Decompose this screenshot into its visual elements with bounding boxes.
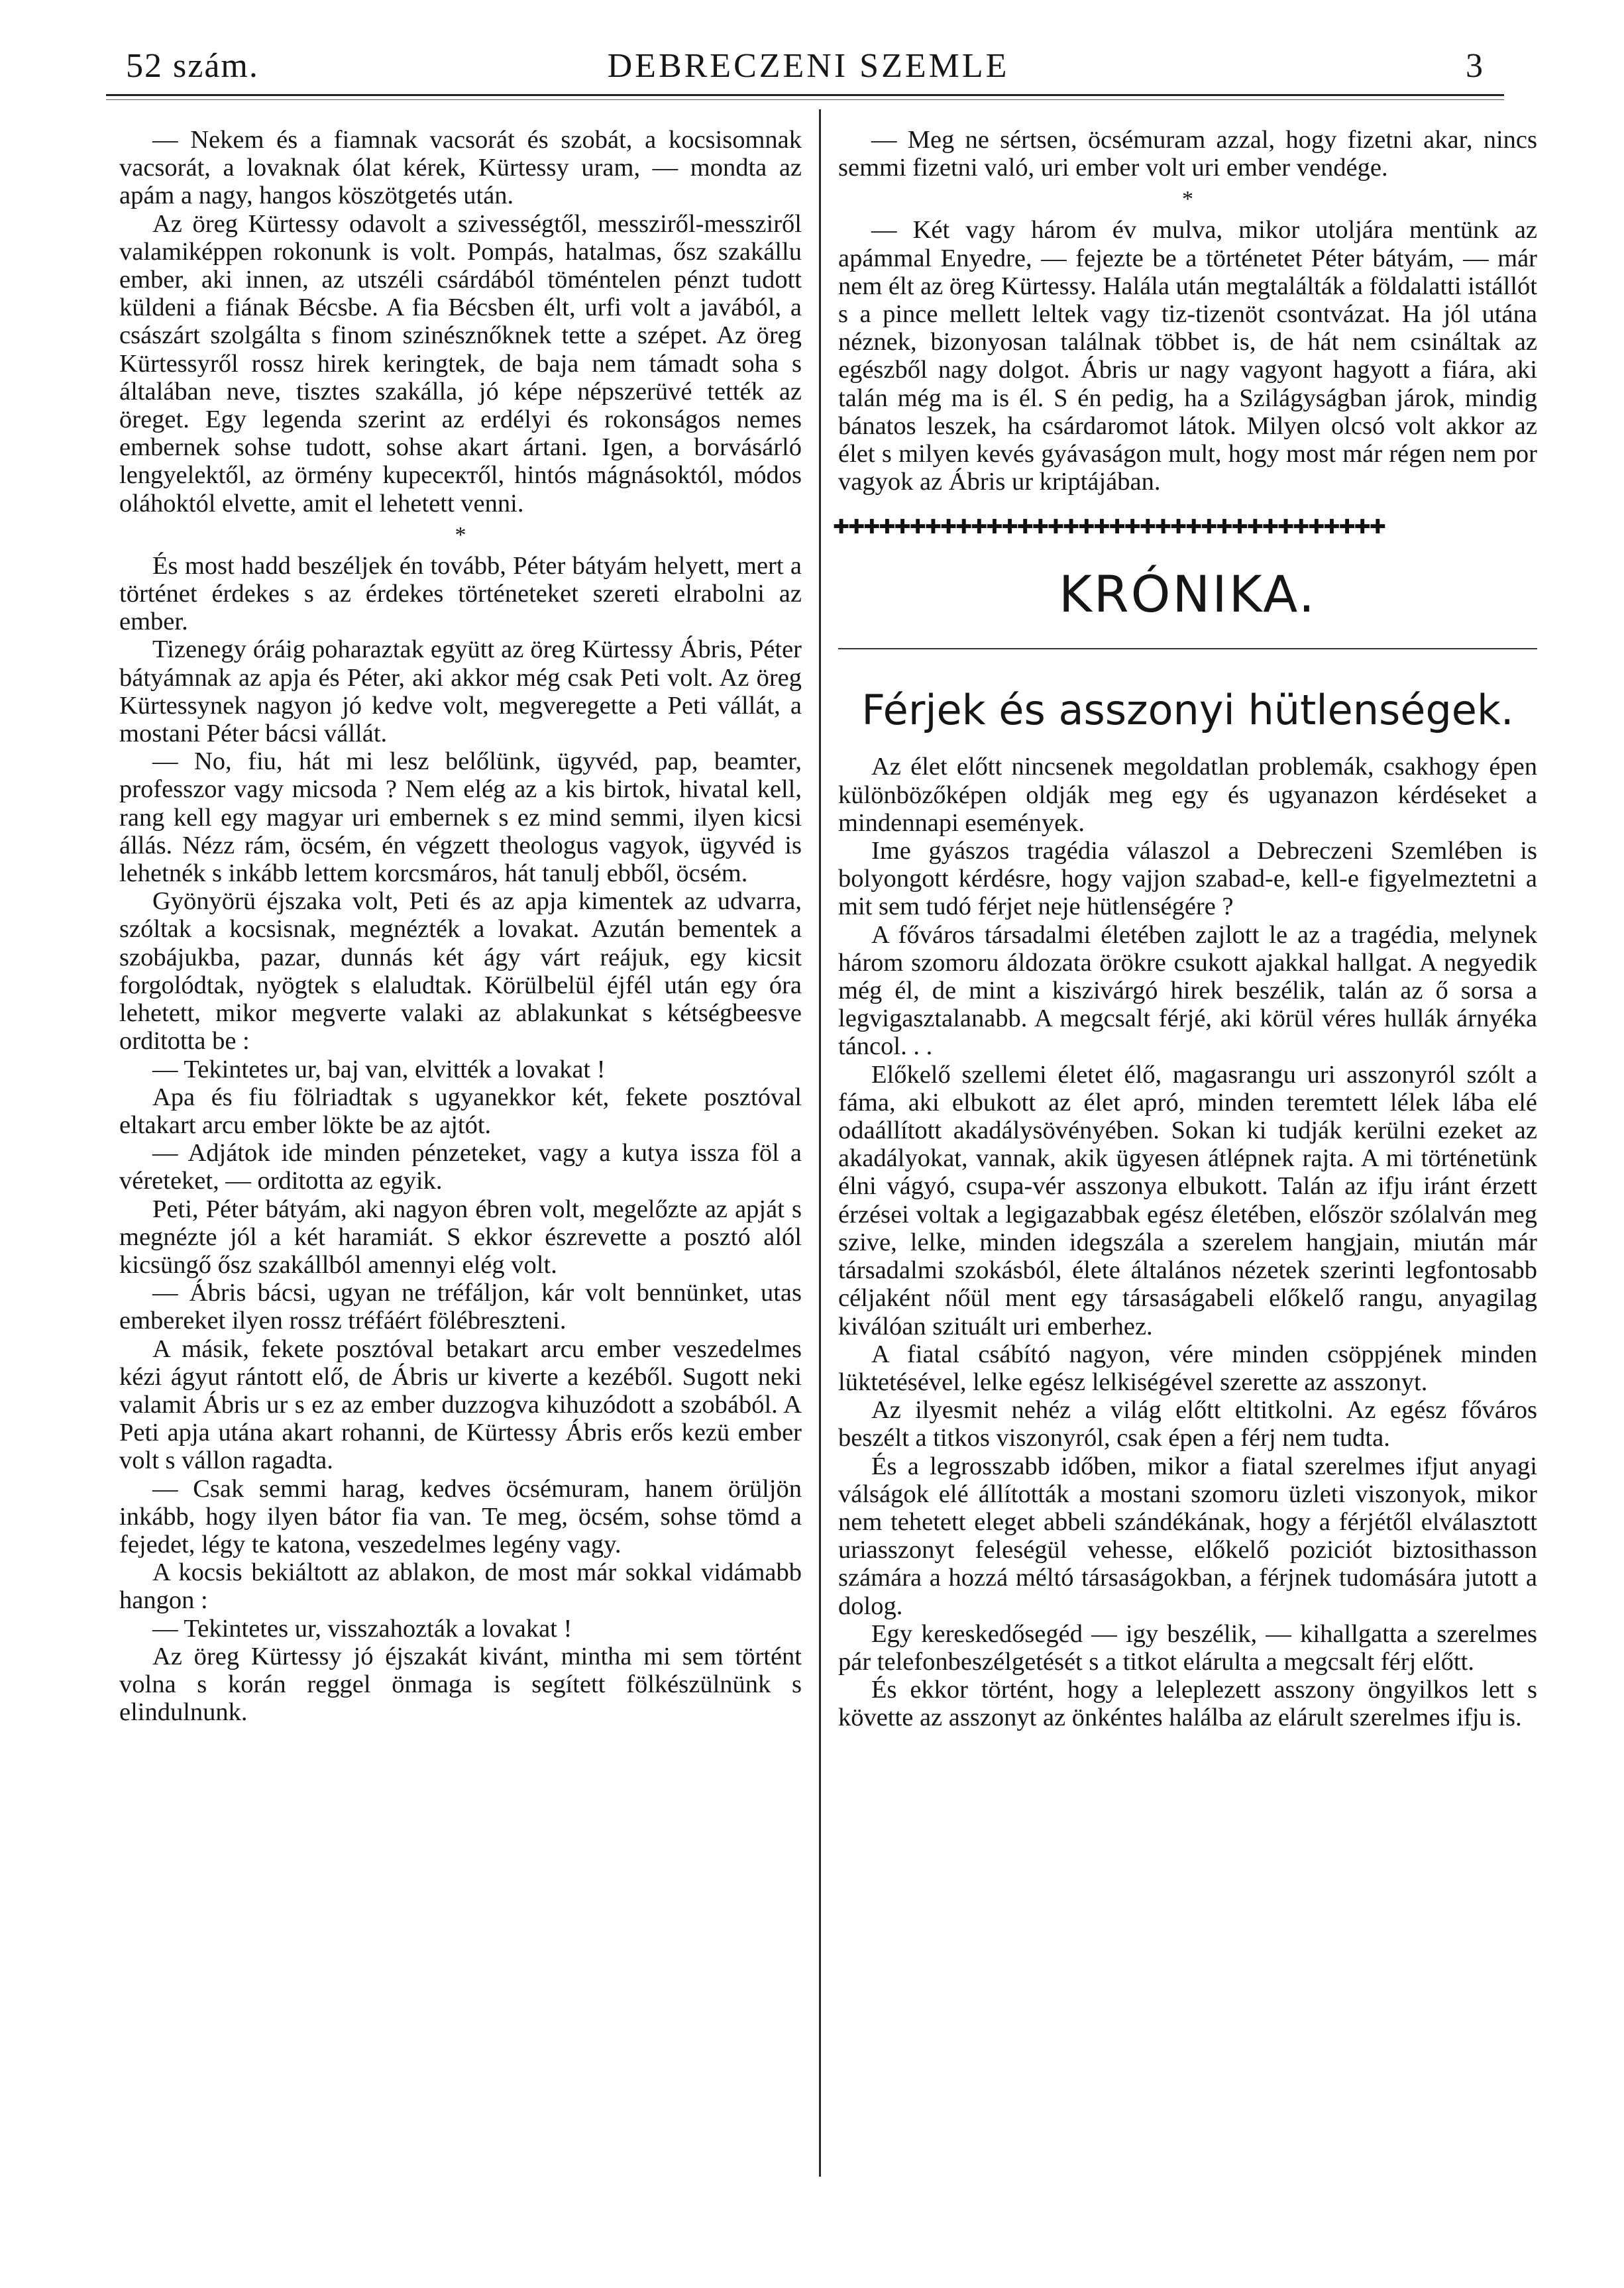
article-paragraph: Egy kereskedősegéd — igy beszélik, — kihallgatta a szerelmes pár telefonbeszélgetését s a titkot elárulta a megcsalt férj előtt. [838,1619,1537,1676]
story-paragraph: — Tekintetes ur, baj van, elvitték a lovakat ! [152,1055,606,1083]
story-paragraph: — Adjátok ide minden pénzeteket, vagy a kutya issza föl a véreteket, — orditotta az egyik. [119,1139,802,1195]
section-heading: KRÓNIKA. [1058,565,1317,624]
column-divider [819,109,821,2177]
story-paragraph: — Tekintetes ur, visszahozták a lovakat ! [152,1614,572,1643]
article-paragraph: És a legrosszabb időben, mikor a fiatal szerelmes ifjut anyagi válságok elé állították a mostani szomoru üzleti viszonyok, mikor nem tehetett eleget abbeli szándékának, hogy a férjétől elválasztott uriasszonyt feleségül vehesse, előkelő poziciót biztosithasson számára a hozzá méltó társaságokban, a férjnek tudomására jutott a dolog. [838,1452,1537,1620]
story-paragraph: Apa és fiu fölriadtak s ugyanekkor két, fekete posztóval eltakart arcu ember lökte be az ajtót. [119,1083,802,1139]
page-header [126,46,1491,93]
story-paragraph: Az öreg Kürtessy jó éjszakát kivánt, mintha mi sem történt volna s korán reggel önmaga is segített fölkészülnünk s elindulnunk. [119,1642,802,1727]
page-number: 3 [1466,47,1484,85]
header-rule [106,94,1504,96]
story-paragraph: — No, fiu, hát mi lesz belőlünk, ügyvéd, pap, beamter, professzor vagy micsoda ? Nem elég az a kis birtok, hivatal kell, rang kell egy magyar uri embernek s ez mind semmi, ilyen kicsi állás. Nézz rám, öcsém, én végzett theologus vagyok, ügyvéd is lehetnék s inkább lettem korcsmáros, hát tanulj ebből, öcsém. [119,747,802,888]
article-paragraph: És ekkor történt, hogy a leleplezett asszony öngyilkos lett s követte az asszonyt az önkéntes halálba az elárult szerelmes ifju is. [838,1676,1537,1732]
story-paragraph: Tizenegy óráig poharaztak együtt az öreg Kürtessy Ábris, Péter bátyámnak az apja és Péter, aki akkor még csak Peti volt. Az öreg Kürtessynek nagyon jó kedve volt, megveregette a Peti vállát, a mostani Péter bácsi vállát. [119,635,802,748]
section-separator: * [455,522,466,547]
story-paragraph: Gyönyörü éjszaka volt, Peti és az apja kimentek az udvarra, szóltak a kocsisnak, megnézték a lovakat. Azután bementek a szobájukba, pazar, dunnás két ágy várt reájuk, egy kicsit forgolódtak, nyögtek s elaludtak. Körülbelül éjfél után egy óra lehetett, mikor megverte valaki az ablakunkat s kétségbeesve orditotta be : [119,887,802,1056]
story-paragraph: — Nekem és a fiamnak vacsorát és szobát, a kocsisomnak vacsorát, a lovaknak ólat kérek, Kürtessy uram, — mondta az apám a nagy, hangos köszötgetés után. [119,126,802,210]
article-paragraph: Az élet előtt nincsenek megoldatlan problemák, csakhogy épen különbözőképen oldják meg egy és ugyanazon kérdéseket a mindennapi események. [838,753,1537,837]
story-paragraph: Peti, Péter bátyám, aki nagyon ébren volt, megelőzte az apját s megnézte jól a két haramiát. S ekkor észrevette a posztó alól kicsüngő ősz szakállból amennyi elég volt. [119,1195,802,1279]
story-paragraph: A másik, fekete posztóval betakart arcu ember veszedelmes kézi ágyut rántott elő, de Ábris ur kiverte a kezéből. Sugott neki valamit Ábris ur s ez az ember duzzogva kihuzódott a szobából. A Peti apja utána akart rohanni, de Kürtessy Ábris erős kezü ember volt s vállon ragadta. [119,1335,802,1475]
newspaper-title: DEBRECZENI SZEMLE [607,47,1010,85]
issue-number: 52 szám. [126,47,259,85]
section-rule [838,648,1537,649]
story-paragraph: — Meg ne sértsen, öcsémuram azzal, hogy fizetni akar, nincs semmi fizetni való, uri ember volt uri ember vendége. [838,126,1537,182]
section-separator: * [1182,187,1193,212]
story-paragraph: És most hadd beszéljek én tovább, Péter bátyám helyett, mert a történet érdekes s az érdekes történeteket szereti elrabolni az ember. [119,551,802,636]
article-paragraph: Ime gyászos tragédia válaszol a Debreczeni Szemlében is bolyongott kérdésre, hogy vajjon szabad-e, kell-e figyelmeztetni a mit sem tudó férjet neje hütlenségére ? [838,837,1537,921]
story-paragraph: Az öreg Kürtessy odavolt a szivességtől, messziről-messziről valamiképpen rokonunk is volt. Pompás, hatalmas, ősz szakállu ember, aki innen, az utszéli csárdából töméntelen pénzt tudott küldeni a fiának Bécsbe. A fia Bécsben élt, urfi volt a javából, a császárt szolgálta s finom szinésznőknek tette a szépet. Az öreg Kürtessyről rossz hirek keringtek, de baja nem támadt soha s általában neve, tisztes szakálla, jó képe népszerüvé tették az öreget. Egy legenda szerint az erdélyi és rokonságos nemes embernek sohse tudott, sohse akart ártani. Igen, a borvásárló lengyelektől, az örmény kupeceктől, hintós mágnásoktól, módos oláhoktól elvette, amit el lehetett venni. [119,209,802,518]
article-title: Férjek és asszonyi hütlenségek. [861,686,1514,735]
article-paragraph: Előkelő szellemi életet élő, magasrangu uri asszonyról szólt a fáma, aki elbukott az élet apró, minden teremtett lélek lába elé odaállított akadálysövényében. Sokan ki tudják kerülni ezeket az akadályokat, vannak, akik ügyesen átlépnek rajta. A mi történetünk élni vágyó, csupa-vér asszonya elbukott. Talán az ifju iránt érzett érzései voltak a legigazabbak egész életében, először szólalván meg szive, lelke, minden idegszála a szerelem hangjain, miután már társadalmi szokásból, élete általános nézetek szerinti legfontosabb céljaként nőül ment egy társaságabeli előkelő rangu, anyagilag kiválóan szituált uri emberhez. [838,1060,1537,1340]
right-column [833,126,1537,1732]
cross-ornament-border: ✚✚✚✚✚✚✚✚✚✚✚✚✚✚✚✚✚✚✚✚✚✚✚✚✚✚✚✚✚✚✚✚✚✚✚✚ [833,516,1385,539]
article-paragraph: A fiatal csábító nagyon, vére minden csöppjének minden lüktetésével, lelke egész lelkiségével szerette az asszonyt. [838,1340,1537,1396]
story-paragraph: — Két vagy három év mulva, mikor utoljára mentünk az apámmal Enyedre, — fejezte be a történetet Péter bátyám, — már nem élt az öreg Kürtessy. Halála után megtalálták a földalatti istállót s a pince mellett leltek vagy tiz-tizenöt csontvázat. Ha jól utána néznek, bizonyosan találnak többet is, de hát nem csináltak az egészből nagy dolgot. Ábris ur nagy vagyont hagyott a fiára, aki talán még ma is él. S én pedig, ha a Szilágyságban járok, mindig bánatos leszek, ha csárdaromot látok. Milyen olcsó volt akkor az élet s milyen kevés gyávaságon mult, hogy most már régen nem por vagyok az Ábris ur kriptájában. [838,216,1537,496]
left-column [119,126,802,1726]
article-paragraph: A főváros társadalmi életében zajlott le az a tragédia, melynek három szomoru áldozata örökre csukott ajakkal hallgat. A negyedik még él, de mint a kiszivárgó hirek beszélik, talán az ő sorsa a legvigasztalanabb. A megcsalt férjé, aki körül véres hullák árnyéka táncol. . . [838,920,1537,1061]
story-paragraph: — Ábris bácsi, ugyan ne tréfáljon, kár volt bennünket, utas embereket ilyen rossz tréfáért fölébreszteni. [119,1279,802,1335]
header-rule-thin [106,99,1504,100]
story-paragraph: A kocsis bekiáltott az ablakon, de most már sokkal vidámabb hangon : [119,1558,802,1615]
article-paragraph: Az ilyesmit nehéz a világ előtt eltitkolni. Az egész főváros beszélt a titkos viszonyról, csak épen a férj nem tudta. [838,1396,1537,1452]
story-paragraph: — Csak semmi harag, kedves öcsémuram, hanem örüljön inkább, hogy ilyen bátor fia van. Te meg, öcsém, sohse tömd a fejedet, légy te katona, veszedelmes legény vagy. [119,1474,802,1558]
